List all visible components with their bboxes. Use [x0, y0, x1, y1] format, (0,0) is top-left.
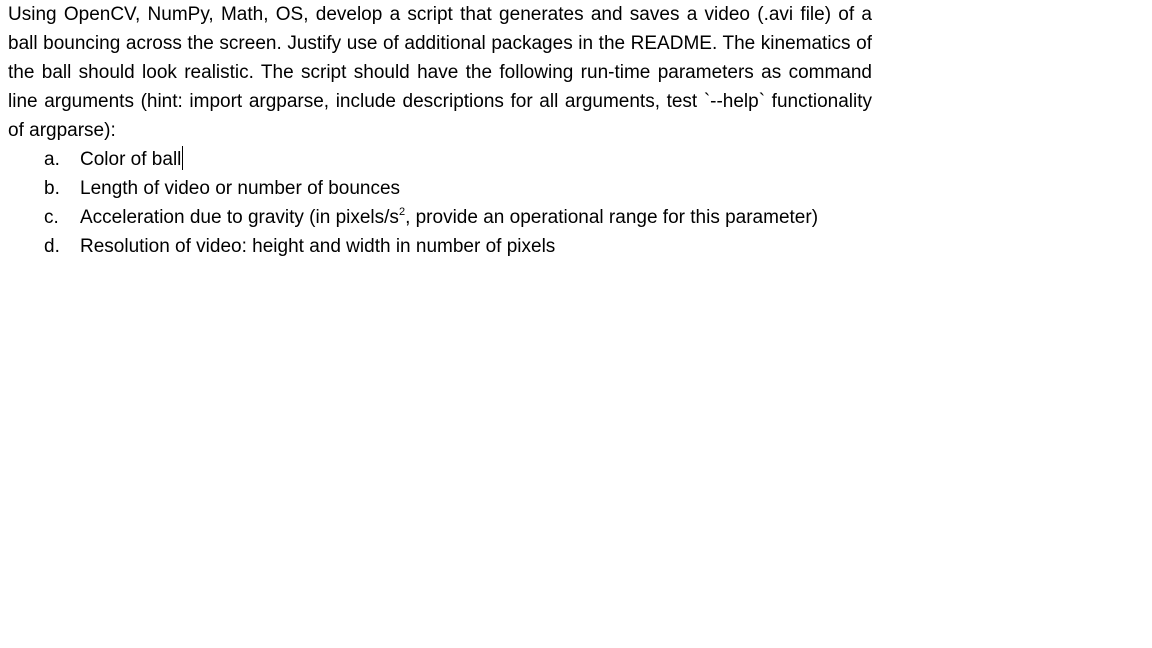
list-item-text [80, 145, 183, 174]
document-body[interactable] [8, 0, 872, 256]
list-marker: a. [44, 149, 60, 170]
list-item [8, 145, 872, 174]
list-item-text [80, 203, 818, 232]
list-marker: c. [44, 207, 59, 228]
list-item-label: Color of ball [80, 149, 182, 170]
list-item [8, 203, 872, 232]
list-item-text-before: Acceleration due to gravity (in pixels/s [80, 207, 399, 228]
superscript: 2 [398, 206, 406, 218]
text-cursor [182, 146, 183, 170]
list-item [8, 232, 872, 256]
list-item-text-after: , provide an operational range for this parameter) [405, 207, 819, 228]
list-item-text: Resolution of video: height and width in number of pixels [80, 236, 556, 256]
list-marker: b. [44, 178, 60, 199]
intro-paragraph: Using OpenCV, NumPy, Math, OS, develop a script that generates and saves a video (.avi file) of a ball bouncing across the screen. Justify use of additional packages in the README. The kinematics of the ball should look realistic. The script should have the following run-time parameters as command line arguments (hint: import argparse, include descriptions for all arguments, test `--help` functionality of argparse): [8, 4, 872, 141]
parameter-list [8, 145, 872, 256]
list-item-text: Length of video or number of bounces [80, 178, 401, 199]
list-marker: d. [44, 236, 60, 256]
list-item [8, 174, 872, 203]
